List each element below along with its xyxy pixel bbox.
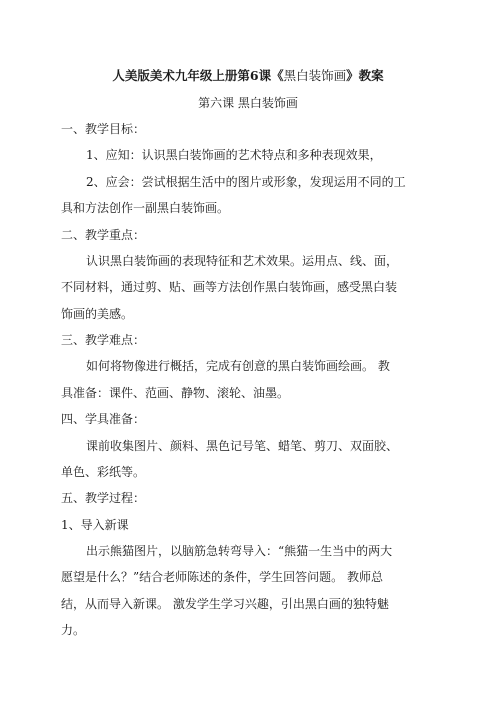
subtitle: 第六课 黑白装饰画 (198, 96, 298, 110)
intro-line-1: 出示熊猫图片，以脑筋急转弯导入：“熊猫一生当中的两大 (86, 544, 393, 558)
title-part-b: 课《 (258, 68, 284, 83)
key-points-line-1: 认识黑白装饰画的表现特征和艺术效果。运用点、线、面， (86, 254, 399, 268)
document-title (0, 68, 496, 84)
title-part-c: 》教案 (346, 68, 384, 83)
key-points-heading: 二、教学重点： (61, 228, 146, 242)
process-heading: 五、教学过程： (61, 491, 146, 505)
goal-2-line-1: 2、应会：尝试根据生活中的图片或形象，发现运用不同的工 (86, 175, 406, 189)
key-points-line-3: 饰画的美感。 (61, 307, 134, 321)
title-lesson-number: 6 (249, 68, 259, 83)
student-tools-line-1: 课前收集图片、颜料、黑色记号笔、蜡笔、剪刀、双面胶、 (86, 439, 399, 453)
goal-2-line-2: 具和方法创作一副黑白装饰画。 (61, 201, 230, 215)
key-points-line-2: 不同材料，通过剪、贴、画等方法创作黑白装饰画，感受黑白装 (61, 280, 398, 294)
title-part-a: 人美版美术九年级上册第 (112, 68, 250, 83)
goal-1: 1、应知：认识黑白装饰画的艺术特点和多种表现效果， (86, 148, 382, 162)
difficult-points-line-1: 如何将物像进行概括，完成有创意的黑白装饰画绘画。 教 (86, 359, 390, 373)
student-tools-heading: 四、学具准备： (61, 412, 146, 426)
intro-heading: 1、导入新课 (61, 518, 129, 532)
intro-line-2: 愿望是什么？”结合老师陈述的条件，学生回答问题。 教师总 (61, 570, 383, 584)
title-topic: 黑白装饰画 (283, 68, 347, 83)
intro-line-4: 力。 (61, 623, 86, 637)
intro-line-3: 结，从而导入新课。 激发学生学习兴趣，引出黑白画的独特魅 (61, 597, 389, 611)
difficult-points-line-2: 具准备：课件、范画、静物、滚轮、油墨。 (61, 386, 290, 400)
goals-heading: 一、教学目标： (61, 122, 146, 136)
student-tools-line-2: 单色、彩纸等。 (61, 465, 146, 479)
difficult-points-heading: 三、教学难点： (61, 333, 146, 347)
